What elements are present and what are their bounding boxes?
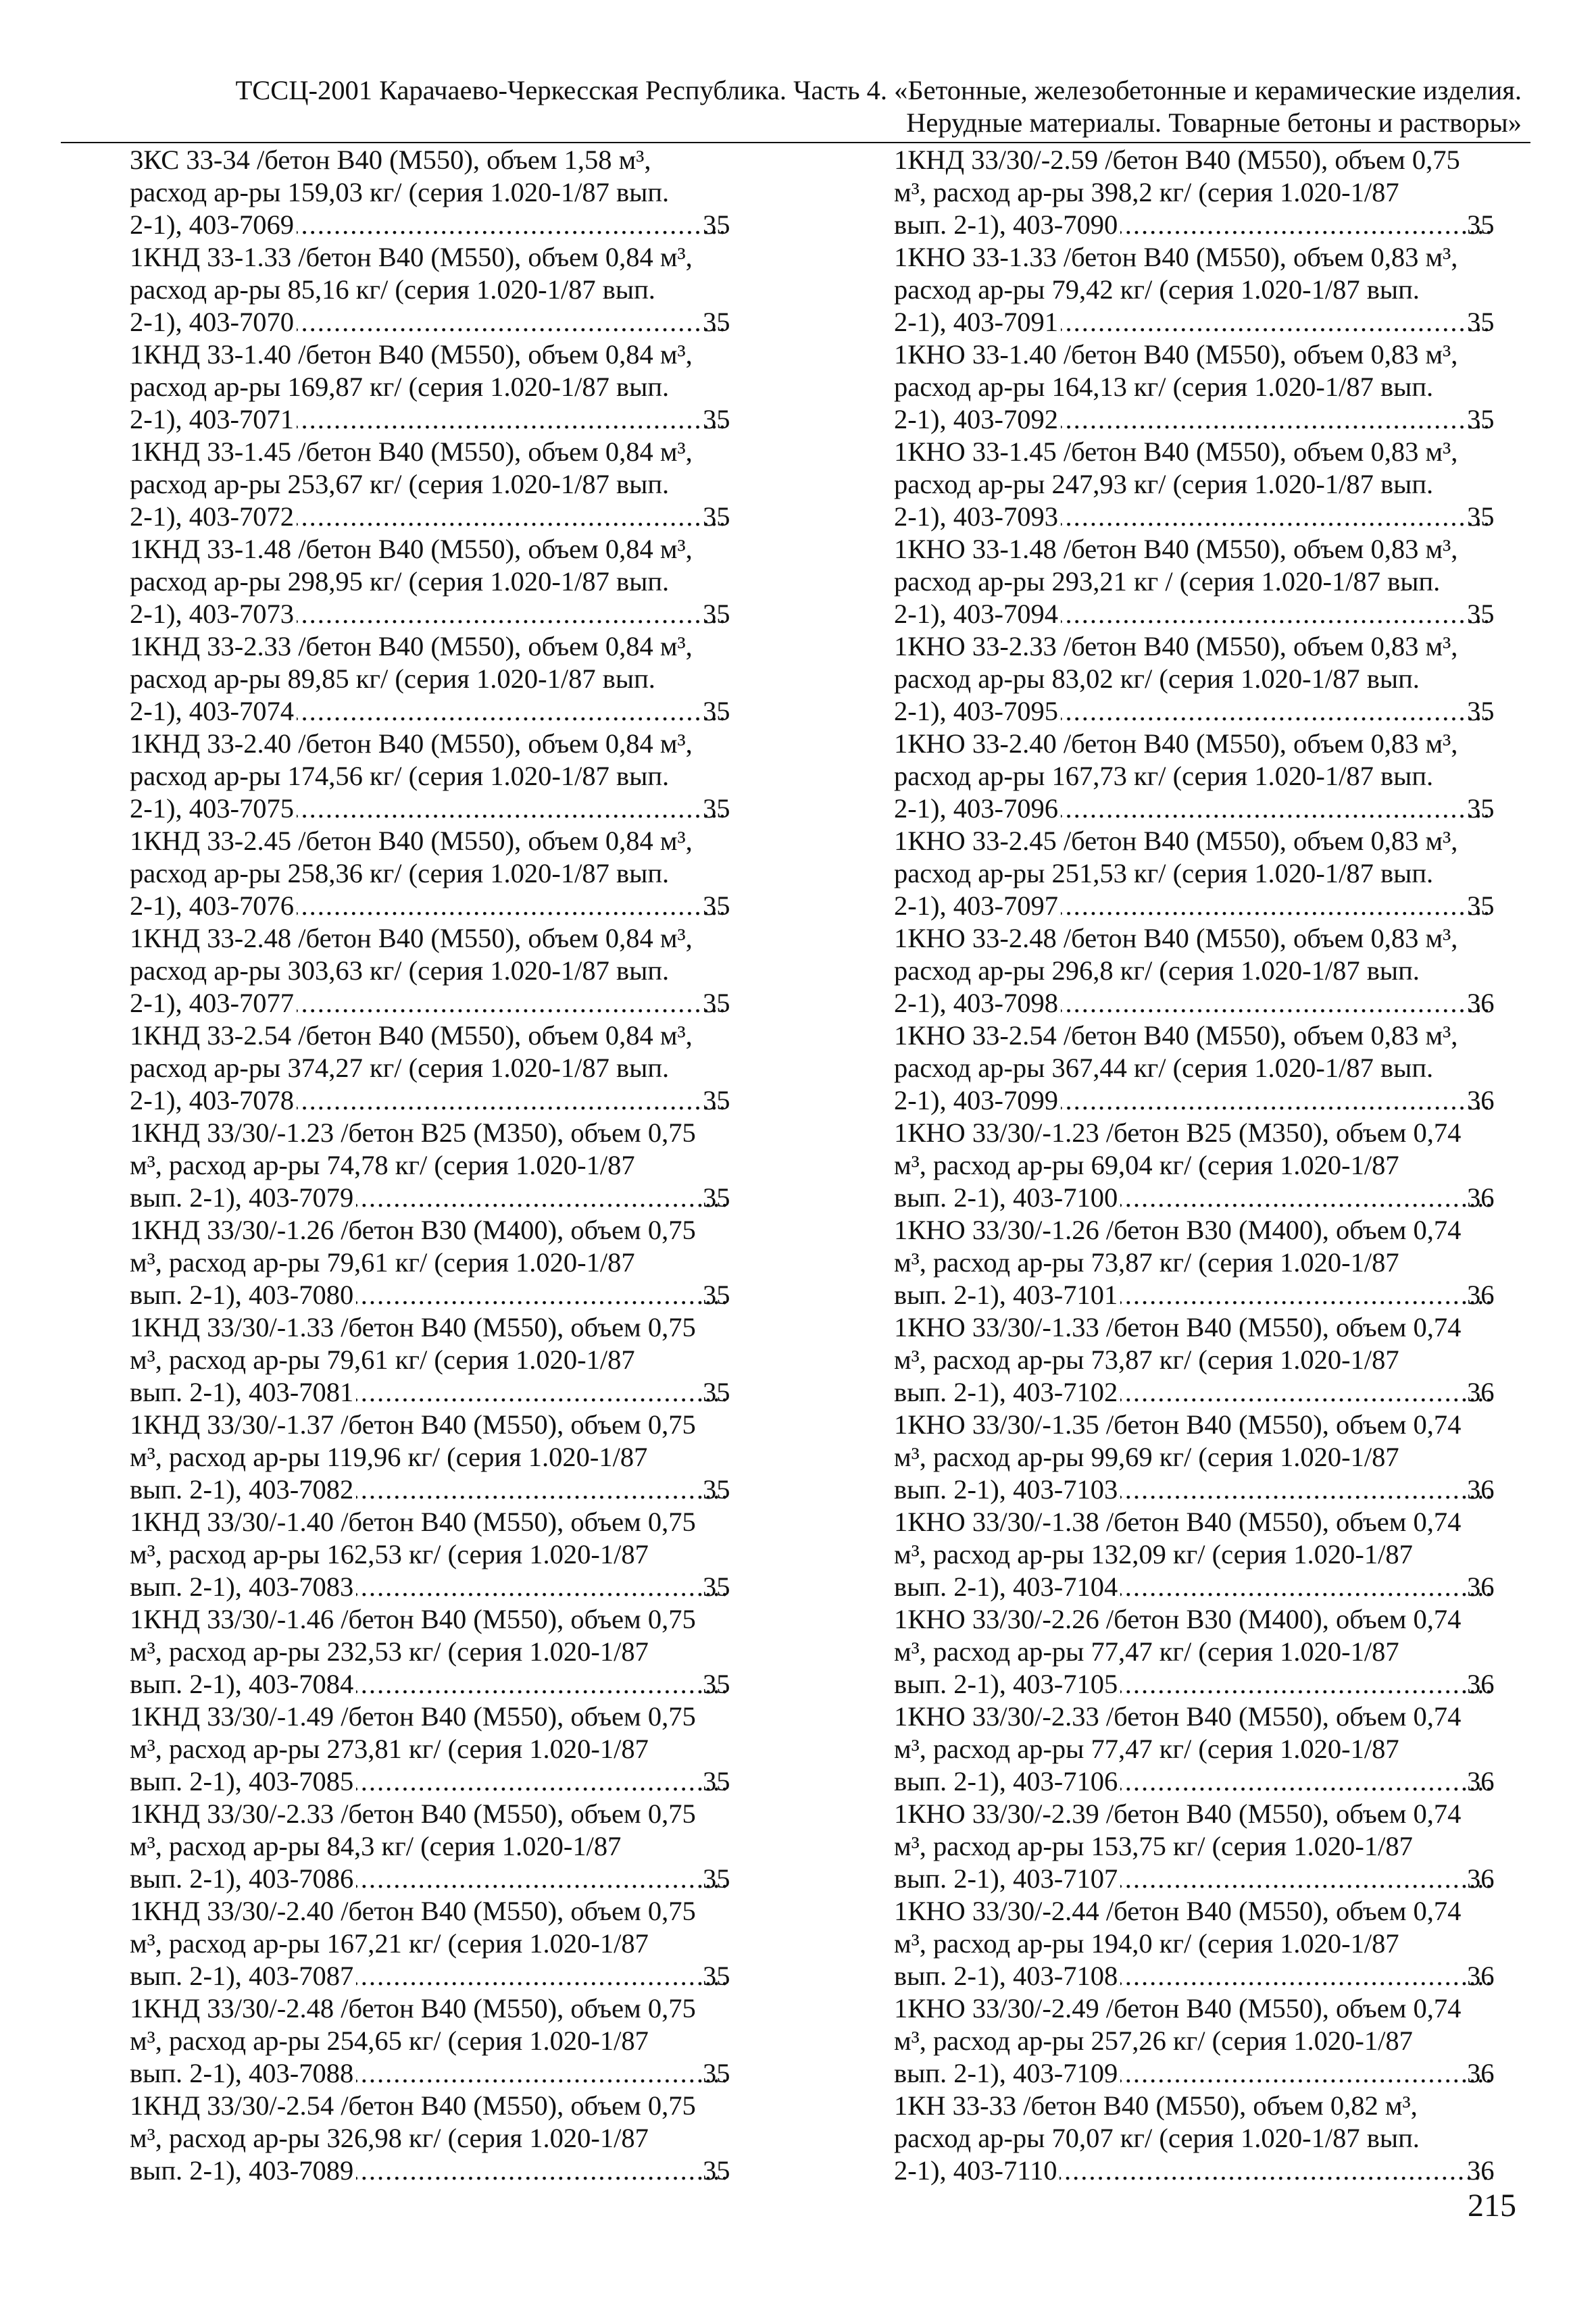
entry-detail-line: м³, расход ар-ры 167,21 кг/ (серия 1.020-1/87: [130, 1928, 649, 1959]
entry-code: вып. 2-1), 403-7086: [130, 1863, 354, 1894]
dot-leader: [297, 306, 728, 338]
dot-leader: [1061, 306, 1493, 338]
entry-detail-line: м³, расход ар-ры 273,81 кг/ (серия 1.020-1/87: [130, 1734, 649, 1764]
dot-leader: [297, 695, 728, 728]
dot-leader: [297, 209, 728, 241]
entry-detail-line: м³, расход ар-ры 153,75 кг/ (серия 1.020-1/87: [894, 1831, 1413, 1861]
entry-code: 2-1), 403-7093: [894, 501, 1058, 532]
entry-reference-line: вып. 2-1), 403-7082 ..... 35: [158, 1474, 731, 1506]
index-entry: [130, 533, 731, 630]
dot-leader: [297, 987, 728, 1020]
entry-code: вып. 2-1), 403-7087: [130, 1961, 354, 1991]
index-entry: [894, 144, 1495, 241]
entry-reference-line: вып. 2-1), 403-7083 ..... 35: [158, 1571, 731, 1603]
entry-title-line: 1КНД 33/30/-2.48 /бетон В40 (М550), объем 0,75: [130, 1993, 696, 2023]
entry-title-line: 1КНО 33/30/-1.35 /бетон В40 (М550), объем 0,74: [894, 1409, 1462, 1440]
entry-reference-line: вып. 2-1), 403-7103 ..... 36: [922, 1474, 1495, 1506]
header-line-1: ТССЦ-2001 Карачаево-Черкесская Республика. Часть 4. «Бетонные, железобетонные и керамические изделия.: [235, 75, 1522, 105]
dot-leader: [1061, 695, 1493, 728]
entry-title-line: 1КНО 33/30/-2.49 /бетон В40 (М550), объем 0,74: [894, 1993, 1462, 2023]
entry-title-line: 1КНД 33-1.45 /бетон В40 (М550), объем 0,84 м³,: [130, 436, 693, 467]
entry-title-line: 1КНД 33-2.33 /бетон В40 (М550), объем 0,84 м³,: [130, 631, 693, 661]
dot-leader: [1120, 1571, 1493, 1603]
entry-title-line: 1КНО 33/30/-1.38 /бетон В40 (М550), объем 0,74: [894, 1507, 1462, 1537]
dot-leader: [1061, 890, 1493, 922]
entry-title-line: 1КНО 33/30/-1.23 /бетон В25 (М350), объем 0,74: [894, 1117, 1462, 1148]
entry-title-line: 1КНД 33-1.48 /бетон В40 (М550), объем 0,84 м³,: [130, 534, 693, 564]
entry-title-line: 1КНД 33-1.33 /бетон В40 (М550), объем 0,84 м³,: [130, 242, 693, 272]
entry-reference-line: вып. 2-1), 403-7079 ..... 35: [158, 1182, 731, 1214]
entry-title-line: 1КНО 33/30/-1.26 /бетон В30 (М400), объем 0,74: [894, 1215, 1462, 1245]
entry-code: вып. 2-1), 403-7107: [894, 1863, 1118, 1894]
index-entry: [130, 1117, 731, 1214]
entry-detail-line: расход ар-ры 70,07 кг/ (серия 1.020-1/87 вып.: [894, 2123, 1420, 2153]
entry-code: 2-1), 403-7098: [894, 988, 1058, 1018]
entry-detail-line: расход ар-ры 303,63 кг/ (серия 1.020-1/87 вып.: [130, 955, 670, 986]
entry-detail-line: м³, расход ар-ры 132,09 кг/ (серия 1.020-1/87: [894, 1539, 1413, 1569]
entry-reference-line: вып. 2-1), 403-7088 ..... 35: [158, 2057, 731, 2090]
dot-leader: [1120, 1376, 1493, 1409]
entry-code: вып. 2-1), 403-7106: [894, 1766, 1118, 1796]
entry-code: вып. 2-1), 403-7080: [130, 1280, 354, 1310]
index-entry: [130, 436, 731, 533]
dot-leader: [297, 403, 728, 436]
dot-leader: [1061, 501, 1493, 533]
entry-title-line: 1КНО 33/30/-2.33 /бетон В40 (М550), объем 0,74: [894, 1701, 1462, 1732]
entry-detail-line: м³, расход ар-ры 73,87 кг/ (серия 1.020-1/87: [894, 1344, 1399, 1375]
entry-title-line: 3КС 33-34 /бетон В40 (М550), объем 1,58 м³,: [130, 145, 651, 175]
entry-detail-line: расход ар-ры 251,53 кг/ (серия 1.020-1/87 вып.: [894, 858, 1434, 888]
entry-title-line: 1КНО 33/30/-2.26 /бетон В30 (М400), объем 0,74: [894, 1604, 1462, 1634]
entry-code: 2-1), 403-7073: [130, 599, 294, 629]
page-number: 215: [1468, 2188, 1516, 2223]
dot-leader: [1120, 1182, 1493, 1214]
entry-code: 2-1), 403-7076: [130, 890, 294, 921]
entry-reference-line: 2-1), 403-7075 ..... 35: [158, 793, 731, 825]
entry-detail-line: м³, расход ар-ры 73,87 кг/ (серия 1.020-1/87: [894, 1247, 1399, 1278]
entry-reference-line: вып. 2-1), 403-7084 ..... 35: [158, 1668, 731, 1701]
entry-reference-line: вып. 2-1), 403-7109 ..... 36: [922, 2057, 1495, 2090]
index-entry: [130, 1214, 731, 1311]
entry-detail-line: расход ар-ры 164,13 кг/ (серия 1.020-1/87 вып.: [894, 372, 1434, 402]
entry-title-line: 1КНД 33/30/-1.49 /бетон В40 (М550), объем 0,75: [130, 1701, 696, 1732]
index-entry: [894, 1603, 1495, 1701]
entry-title-line: 1КНО 33-2.45 /бетон В40 (М550), объем 0,83 м³,: [894, 826, 1458, 856]
entry-reference-line: 2-1), 403-7070 ..... 35: [158, 306, 731, 338]
entry-code: вып. 2-1), 403-7089: [130, 2155, 354, 2186]
entry-reference-line: вып. 2-1), 403-7089 ..... 35: [158, 2155, 731, 2187]
dot-leader: [1061, 793, 1493, 825]
index-entry: [894, 1311, 1495, 1409]
index-entry: [894, 1506, 1495, 1603]
entry-reference-line: вып. 2-1), 403-7085 ..... 35: [158, 1765, 731, 1798]
index-entry: [130, 1506, 731, 1603]
entry-reference-line: 2-1), 403-7069 ..... 35: [158, 209, 731, 241]
dot-leader: [297, 501, 728, 533]
index-entry: [894, 1214, 1495, 1311]
entry-detail-line: расход ар-ры 293,21 кг / (серия 1.020-1/87 вып.: [894, 566, 1441, 597]
entry-reference-line: вып. 2-1), 403-7105 ..... 36: [922, 1668, 1495, 1701]
entry-detail-line: м³, расход ар-ры 79,61 кг/ (серия 1.020-1/87: [130, 1344, 635, 1375]
index-entry: [130, 338, 731, 436]
entry-code: 2-1), 403-7071: [130, 404, 294, 434]
entry-title-line: 1КНД 33-2.54 /бетон В40 (М550), объем 0,84 м³,: [130, 1020, 693, 1051]
entry-code: вып. 2-1), 403-7084: [130, 1669, 354, 1699]
entry-code: 2-1), 403-7075: [130, 793, 294, 824]
entry-code: вып. 2-1), 403-7108: [894, 1961, 1118, 1991]
entry-reference-line: вып. 2-1), 403-7090 ..... 35: [922, 209, 1495, 241]
entry-detail-line: расход ар-ры 247,93 кг/ (серия 1.020-1/87 вып.: [894, 469, 1434, 499]
index-entry: [130, 1798, 731, 1895]
dot-leader: [1061, 598, 1493, 630]
dot-leader: [356, 1863, 728, 1895]
entry-code: 2-1), 403-7078: [130, 1085, 294, 1115]
index-entry: [894, 1117, 1495, 1214]
index-column-right: [894, 144, 1495, 2187]
header-line-2: Нерудные материалы. Товарные бетоны и растворы»: [906, 107, 1522, 138]
dot-leader: [1120, 1668, 1493, 1701]
entry-code: вып. 2-1), 403-7081: [130, 1377, 354, 1407]
entry-code: вып. 2-1), 403-7109: [894, 2058, 1118, 2088]
entry-title-line: 1КНО 33/30/-2.39 /бетон В40 (М550), объем 0,74: [894, 1799, 1462, 1829]
entry-code: 2-1), 403-7077: [130, 988, 294, 1018]
entry-reference-line: вып. 2-1), 403-7081 ..... 35: [158, 1376, 731, 1409]
dot-leader: [356, 1376, 728, 1409]
index-entry: [894, 1701, 1495, 1798]
entry-code: 2-1), 403-7091: [894, 307, 1058, 337]
index-entry: [130, 922, 731, 1020]
entry-detail-line: расход ар-ры 174,56 кг/ (серия 1.020-1/87 вып.: [130, 761, 670, 791]
index-entry: [894, 630, 1495, 728]
entry-reference-line: вып. 2-1), 403-7080 ..... 35: [158, 1279, 731, 1311]
entry-title-line: 1КНО 33-1.33 /бетон В40 (М550), объем 0,83 м³,: [894, 242, 1458, 272]
entry-reference-line: 2-1), 403-7099 ..... 36: [922, 1084, 1495, 1117]
entry-reference-line: 2-1), 403-7110 ..... 36: [922, 2155, 1495, 2187]
entry-code: вып. 2-1), 403-7088: [130, 2058, 354, 2088]
entry-title-line: 1КНО 33/30/-2.44 /бетон В40 (М550), объем 0,74: [894, 1896, 1462, 1926]
index-entry: [130, 1020, 731, 1117]
dot-leader: [1120, 1765, 1493, 1798]
entry-reference-line: вып. 2-1), 403-7108 ..... 36: [922, 1960, 1495, 1992]
entry-reference-line: 2-1), 403-7074 ..... 35: [158, 695, 731, 728]
entry-reference-line: вып. 2-1), 403-7107 ..... 36: [922, 1863, 1495, 1895]
entry-title-line: 1КНД 33-2.40 /бетон В40 (М550), объем 0,84 м³,: [130, 728, 693, 759]
entry-detail-line: м³, расход ар-ры 194,0 кг/ (серия 1.020-1/87: [894, 1928, 1399, 1959]
entry-reference-line: 2-1), 403-7095 ..... 35: [922, 695, 1495, 728]
index-entry: [130, 1701, 731, 1798]
entry-detail-line: расход ар-ры 374,27 кг/ (серия 1.020-1/87 вып.: [130, 1053, 670, 1083]
entry-reference-line: 2-1), 403-7093 ..... 35: [922, 501, 1495, 533]
index-entry: [894, 1409, 1495, 1506]
dot-leader: [356, 1474, 728, 1506]
entry-title-line: 1КНО 33-2.54 /бетон В40 (М550), объем 0,83 м³,: [894, 1020, 1458, 1051]
entry-title-line: 1КНО 33-1.40 /бетон В40 (М550), объем 0,83 м³,: [894, 339, 1458, 370]
entry-reference-line: 2-1), 403-7098 ..... 36: [922, 987, 1495, 1020]
entry-detail-line: м³, расход ар-ры 99,69 кг/ (серия 1.020-1/87: [894, 1442, 1399, 1472]
entry-title-line: 1КНД 33/30/-1.33 /бетон В40 (М550), объем 0,75: [130, 1312, 696, 1342]
entry-code: 2-1), 403-7094: [894, 599, 1058, 629]
dot-leader: [356, 1182, 728, 1214]
index-entry: [894, 728, 1495, 825]
entry-title-line: 1КНД 33/30/-2.40 /бетон В40 (М550), объем 0,75: [130, 1896, 696, 1926]
index-entry: [894, 825, 1495, 922]
entry-title-line: 1КНО 33-2.40 /бетон В40 (М550), объем 0,83 м³,: [894, 728, 1458, 759]
dot-leader: [1061, 987, 1493, 1020]
entry-title-line: 1КНД 33/30/-2.33 /бетон В40 (М550), объем 0,75: [130, 1799, 696, 1829]
header-rule: [61, 142, 1530, 143]
index-entry: [130, 1992, 731, 2090]
entry-title-line: 1КНД 33/30/-2.54 /бетон В40 (М550), объем 0,75: [130, 2090, 696, 2121]
entry-reference-line: 2-1), 403-7092 ..... 35: [922, 403, 1495, 436]
entry-code: вып. 2-1), 403-7103: [894, 1474, 1118, 1505]
index-entry: [894, 922, 1495, 1020]
entry-reference-line: 2-1), 403-7096 ..... 35: [922, 793, 1495, 825]
entry-detail-line: м³, расход ар-ры 257,26 кг/ (серия 1.020-1/87: [894, 2026, 1413, 2056]
entry-reference-line: вып. 2-1), 403-7100 ..... 36: [922, 1182, 1495, 1214]
entry-code: вып. 2-1), 403-7082: [130, 1474, 354, 1505]
entry-code: 2-1), 403-7110: [894, 2155, 1057, 2186]
entry-detail-line: м³, расход ар-ры 162,53 кг/ (серия 1.020-1/87: [130, 1539, 649, 1569]
entry-title-line: 1КНД 33-2.45 /бетон В40 (М550), объем 0,84 м³,: [130, 826, 693, 856]
entry-code: 2-1), 403-7095: [894, 696, 1058, 726]
entry-detail-line: расход ар-ры 367,44 кг/ (серия 1.020-1/87 вып.: [894, 1053, 1434, 1083]
page-header: [101, 74, 1522, 139]
index-entry: [130, 728, 731, 825]
entry-code: вып. 2-1), 403-7105: [894, 1669, 1118, 1699]
dot-leader: [1061, 1084, 1493, 1117]
entry-code: 2-1), 403-7092: [894, 404, 1058, 434]
index-entry: [130, 825, 731, 922]
index-entry: [130, 1409, 731, 1506]
entry-code: вып. 2-1), 403-7101: [894, 1280, 1118, 1310]
dot-leader: [297, 890, 728, 922]
entry-detail-line: расход ар-ры 298,95 кг/ (серия 1.020-1/87 вып.: [130, 566, 670, 597]
entry-title-line: 1КНО 33-1.45 /бетон В40 (М550), объем 0,83 м³,: [894, 436, 1458, 467]
entry-reference-line: 2-1), 403-7071 ..... 35: [158, 403, 731, 436]
entry-code: 2-1), 403-7074: [130, 696, 294, 726]
index-entry: [130, 1311, 731, 1409]
entry-detail-line: расход ар-ры 83,02 кг/ (серия 1.020-1/87 вып.: [894, 663, 1420, 694]
entry-code: вып. 2-1), 403-7090: [894, 209, 1118, 240]
index-entry: [894, 1992, 1495, 2090]
entry-detail-line: расход ар-ры 253,67 кг/ (серия 1.020-1/87 вып.: [130, 469, 670, 499]
dot-leader: [356, 1279, 728, 1311]
dot-leader: [1120, 2057, 1493, 2090]
index-entry: [894, 1895, 1495, 1992]
entry-title-line: 1КНД 33/30/-2.59 /бетон В40 (М550), объем 0,75: [894, 145, 1460, 175]
entry-reference-line: 2-1), 403-7091 ..... 35: [922, 306, 1495, 338]
entry-title-line: 1КНО 33-2.48 /бетон В40 (М550), объем 0,83 м³,: [894, 923, 1458, 953]
dot-leader: [1061, 403, 1493, 436]
entry-title-line: 1КН 33-33 /бетон В40 (М550), объем 0,82 м³,: [894, 2090, 1418, 2121]
entry-detail-line: м³, расход ар-ры 77,47 кг/ (серия 1.020-1/87: [894, 1734, 1399, 1764]
entry-title-line: 1КНД 33-1.40 /бетон В40 (М550), объем 0,84 м³,: [130, 339, 693, 370]
entry-code: вып. 2-1), 403-7104: [894, 1571, 1118, 1602]
entry-detail-line: м³, расход ар-ры 254,65 кг/ (серия 1.020-1/87: [130, 2026, 649, 2056]
entry-detail-line: расход ар-ры 79,42 кг/ (серия 1.020-1/87 вып.: [894, 274, 1420, 305]
entry-code: вып. 2-1), 403-7102: [894, 1377, 1118, 1407]
entry-reference-line: вып. 2-1), 403-7102 ..... 36: [922, 1376, 1495, 1409]
entry-title-line: 1КНД 33/30/-1.46 /бетон В40 (М550), объем 0,75: [130, 1604, 696, 1634]
entry-detail-line: м³, расход ар-ры 69,04 кг/ (серия 1.020-1/87: [894, 1150, 1399, 1180]
index-entry: [130, 2090, 731, 2187]
entry-detail-line: расход ар-ры 169,87 кг/ (серия 1.020-1/87 вып.: [130, 372, 670, 402]
entry-code: 2-1), 403-7070: [130, 307, 294, 337]
dot-leader: [356, 1668, 728, 1701]
index-entry: [894, 1798, 1495, 1895]
dot-leader: [297, 1084, 728, 1117]
entry-detail-line: м³, расход ар-ры 119,96 кг/ (серия 1.020-1/87: [130, 1442, 648, 1472]
entry-detail-line: м³, расход ар-ры 398,2 кг/ (серия 1.020-1/87: [894, 177, 1399, 207]
index-entry: [894, 533, 1495, 630]
dot-leader: [356, 2057, 728, 2090]
entry-code: 2-1), 403-7069: [130, 209, 294, 240]
entry-reference-line: 2-1), 403-7097 ..... 35: [922, 890, 1495, 922]
entry-reference-line: вып. 2-1), 403-7087 ..... 35: [158, 1960, 731, 1992]
entry-code: 2-1), 403-7072: [130, 501, 294, 532]
index-entry: [894, 2090, 1495, 2187]
dot-leader: [1120, 1960, 1493, 1992]
dot-leader: [356, 1960, 728, 1992]
dot-leader: [1120, 1863, 1493, 1895]
dot-leader: [1120, 209, 1493, 241]
index-entry: [130, 630, 731, 728]
entry-reference-line: 2-1), 403-7073 ..... 35: [158, 598, 731, 630]
entry-detail-line: расход ар-ры 159,03 кг/ (серия 1.020-1/87 вып.: [130, 177, 670, 207]
index-entry: [130, 1603, 731, 1701]
entry-code: вып. 2-1), 403-7100: [894, 1182, 1118, 1213]
index-entry: [130, 1895, 731, 1992]
entry-code: 2-1), 403-7097: [894, 890, 1058, 921]
dot-leader: [1120, 1279, 1493, 1311]
entry-title-line: 1КНО 33-2.33 /бетон В40 (М550), объем 0,83 м³,: [894, 631, 1458, 661]
entry-reference-line: 2-1), 403-7094 ..... 35: [922, 598, 1495, 630]
index-entry: [894, 241, 1495, 338]
entry-detail-line: м³, расход ар-ры 74,78 кг/ (серия 1.020-1/87: [130, 1150, 635, 1180]
entry-reference-line: 2-1), 403-7076 ..... 35: [158, 890, 731, 922]
entry-detail-line: расход ар-ры 85,16 кг/ (серия 1.020-1/87 вып.: [130, 274, 655, 305]
entry-detail-line: м³, расход ар-ры 232,53 кг/ (серия 1.020-1/87: [130, 1636, 649, 1667]
entry-title-line: 1КНО 33/30/-1.33 /бетон В40 (М550), объем 0,74: [894, 1312, 1462, 1342]
entry-title-line: 1КНД 33-2.48 /бетон В40 (М550), объем 0,84 м³,: [130, 923, 693, 953]
entry-title-line: 1КНД 33/30/-1.26 /бетон В30 (М400), объем 0,75: [130, 1215, 696, 1245]
entry-detail-line: расход ар-ры 167,73 кг/ (серия 1.020-1/87 вып.: [894, 761, 1434, 791]
index-entry: [894, 338, 1495, 436]
entry-code: вып. 2-1), 403-7083: [130, 1571, 354, 1602]
entry-title-line: 1КНД 33/30/-1.37 /бетон В40 (М550), объем 0,75: [130, 1409, 696, 1440]
entry-code: 2-1), 403-7099: [894, 1085, 1058, 1115]
entry-detail-line: м³, расход ар-ры 77,47 кг/ (серия 1.020-1/87: [894, 1636, 1399, 1667]
entry-code: вып. 2-1), 403-7085: [130, 1766, 354, 1796]
entry-detail-line: расход ар-ры 89,85 кг/ (серия 1.020-1/87 вып.: [130, 663, 655, 694]
index-entry: [130, 144, 731, 241]
dot-leader: [297, 598, 728, 630]
entry-reference-line: 2-1), 403-7072 ..... 35: [158, 501, 731, 533]
entry-code: вып. 2-1), 403-7079: [130, 1182, 354, 1213]
entry-title-line: 1КНО 33-1.48 /бетон В40 (М550), объем 0,83 м³,: [894, 534, 1458, 564]
dot-leader: [1120, 1474, 1493, 1506]
dot-leader: [297, 793, 728, 825]
entry-reference-line: 2-1), 403-7078 ..... 35: [158, 1084, 731, 1117]
entry-detail-line: расход ар-ры 258,36 кг/ (серия 1.020-1/87 вып.: [130, 858, 670, 888]
entry-reference-line: 2-1), 403-7077 ..... 35: [158, 987, 731, 1020]
entry-detail-line: м³, расход ар-ры 84,3 кг/ (серия 1.020-1/87: [130, 1831, 622, 1861]
dot-leader: [1059, 2155, 1493, 2187]
entry-detail-line: м³, расход ар-ры 79,61 кг/ (серия 1.020-1/87: [130, 1247, 635, 1278]
dot-leader: [356, 1765, 728, 1798]
entry-detail-line: расход ар-ры 296,8 кг/ (серия 1.020-1/87 вып.: [894, 955, 1420, 986]
entry-reference-line: вып. 2-1), 403-7104 ..... 36: [922, 1571, 1495, 1603]
entry-detail-line: м³, расход ар-ры 326,98 кг/ (серия 1.020-1/87: [130, 2123, 649, 2153]
entry-reference-line: вып. 2-1), 403-7106 ..... 36: [922, 1765, 1495, 1798]
entry-code: 2-1), 403-7096: [894, 793, 1058, 824]
index-entry: [894, 436, 1495, 533]
dot-leader: [356, 2155, 728, 2187]
index-entry: [894, 1020, 1495, 1117]
dot-leader: [356, 1571, 728, 1603]
entry-title-line: 1КНД 33/30/-1.23 /бетон В25 (М350), объем 0,75: [130, 1117, 696, 1148]
entry-title-line: 1КНД 33/30/-1.40 /бетон В40 (М550), объем 0,75: [130, 1507, 696, 1537]
entry-reference-line: вып. 2-1), 403-7101 ..... 36: [922, 1279, 1495, 1311]
index-column-left: [130, 144, 731, 2187]
index-entry: [130, 241, 731, 338]
entry-reference-line: вып. 2-1), 403-7086 ..... 35: [158, 1863, 731, 1895]
